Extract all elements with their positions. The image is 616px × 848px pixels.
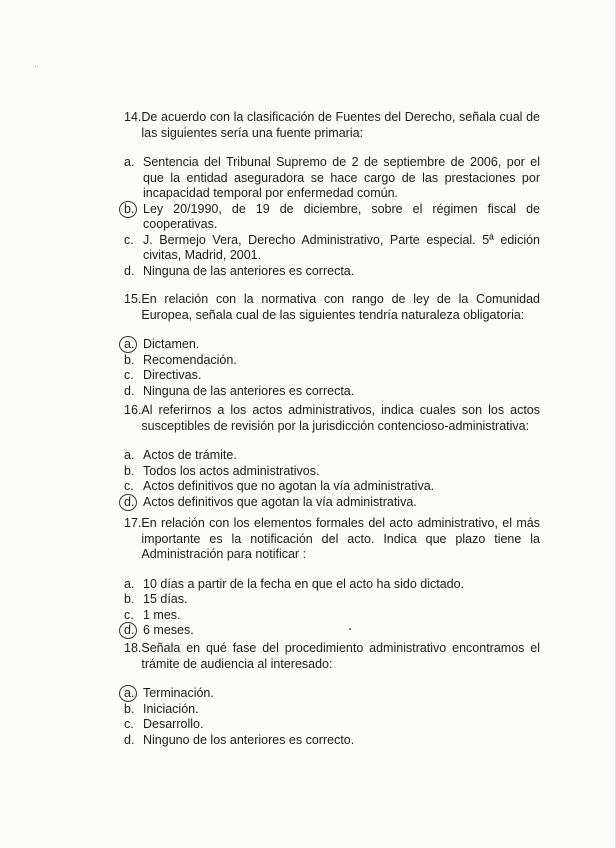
option-letter: c. — [124, 368, 134, 382]
scan-speck — [35, 66, 36, 67]
option-text: 6 meses. — [143, 623, 194, 637]
option-d — [124, 733, 540, 749]
option-d — [124, 495, 540, 511]
question-14 — [124, 110, 540, 279]
option-text: Ninguno de los anteriores es correcto. — [143, 732, 355, 747]
option-text: Desarrollo. — [143, 717, 204, 731]
answer-circle-mark — [119, 494, 137, 511]
option-letter — [124, 686, 143, 702]
option-text: Ninguna de las anteriores es correcta. — [143, 263, 355, 278]
options-list — [124, 577, 540, 639]
question-text: Señala en qué fase del procedimiento administrativo encontramos el trámite de audiencia al interesado: — [141, 641, 540, 671]
question-stem — [124, 403, 540, 434]
option-a — [124, 577, 540, 593]
option-letter: b. — [124, 701, 135, 716]
option-letter-text: b. — [124, 201, 135, 216]
option-b — [124, 464, 540, 480]
option-letter: d. — [124, 263, 135, 278]
option-c — [124, 717, 540, 733]
option-text: Actos definitivos que agotan la vía administrativa. — [143, 494, 417, 509]
option-text: Actos de trámite. — [143, 448, 237, 462]
question-number: 15. — [124, 292, 142, 306]
question-text: En relación con la normativa con rango de ley de la Comunidad Europea, señala cual de las siguientes tendría naturaleza obligatoria: — [141, 292, 540, 322]
option-letter — [124, 495, 143, 511]
question-number: 16. — [124, 403, 142, 417]
option-letter — [124, 202, 143, 233]
option-text: Ley 20/1990, de 19 de diciembre, sobre el régimen fiscal de cooperativas. — [143, 201, 540, 231]
option-c — [124, 233, 540, 264]
option-letter-text: d. — [124, 623, 135, 637]
question-text: De acuerdo con la clasificación de Fuentes del Derecho, señala cual de las siguientes sería una fuente primaria: — [141, 110, 540, 140]
option-a — [124, 337, 540, 353]
question-15 — [124, 292, 540, 399]
option-letter: c. — [124, 717, 134, 731]
answer-circle-mark — [119, 685, 137, 702]
question-18 — [124, 641, 540, 748]
option-d — [124, 384, 540, 400]
option-text: Recomendación. — [143, 352, 237, 367]
option-c — [124, 479, 540, 495]
question-stem — [124, 516, 540, 563]
option-b — [124, 353, 540, 369]
option-c — [124, 368, 540, 384]
answer-circle-mark — [119, 622, 137, 639]
option-text: Directivas. — [143, 368, 202, 382]
option-text: Ninguna de las anteriores es correcta. — [143, 383, 355, 398]
option-a — [124, 155, 540, 202]
question-number: 17. — [124, 516, 142, 530]
option-letter-text: d. — [124, 494, 135, 509]
option-letter: c. — [124, 607, 134, 622]
option-text: Todos los actos administrativos. — [143, 463, 320, 478]
option-b — [124, 202, 540, 233]
option-letter — [124, 623, 143, 639]
option-letter: a. — [124, 448, 135, 462]
option-text: 10 días a partir de la fecha en que el acto ha sido dictado. — [143, 576, 465, 591]
option-a — [124, 686, 540, 702]
option-b — [124, 592, 540, 608]
question-text: Al referirnos a los actos administrativos, indica cuales son los actos susceptibles de revisión por la jurisdicción contencioso-administrativa: — [141, 403, 540, 433]
option-letter — [124, 337, 143, 353]
answer-circle-mark — [119, 336, 137, 353]
question-text: En relación con los elementos formales del acto administrativo, el más importante es la notificación del acto. Indica que plazo tiene la Administración para notificar : — [141, 516, 540, 561]
option-letter: a. — [124, 155, 135, 169]
option-b — [124, 702, 540, 718]
option-letter: b. — [124, 352, 135, 367]
option-letter: d. — [124, 732, 135, 747]
question-number: 14. — [124, 110, 142, 124]
option-letter: d. — [124, 383, 135, 398]
option-text: Terminación. — [143, 686, 214, 700]
question-number: 18. — [124, 641, 142, 655]
option-text: Iniciación. — [143, 701, 199, 716]
option-letter: c. — [124, 232, 134, 247]
options-list — [124, 337, 540, 399]
scan-speck — [349, 628, 351, 630]
option-d — [124, 623, 540, 639]
question-stem — [124, 110, 540, 141]
option-letter: a. — [124, 576, 135, 591]
option-a — [124, 448, 540, 464]
question-stem — [124, 292, 540, 323]
option-text: Sentencia del Tribunal Supremo de 2 de septiembre de 2006, por el que la entidad aseguradora se hace cargo de las prestaciones por incapacidad temporal por enfermedad común. — [143, 155, 540, 200]
options-list — [124, 448, 540, 510]
option-text: 1 mes. — [143, 607, 181, 622]
option-letter: b. — [124, 463, 135, 478]
option-letter-text: a. — [124, 686, 135, 700]
question-16 — [124, 403, 540, 510]
option-letter-text: a. — [124, 337, 135, 351]
option-letter: b. — [124, 592, 135, 606]
question-17 — [124, 516, 540, 639]
option-text: Actos definitivos que no agotan la vía administrativa. — [143, 479, 435, 493]
option-d — [124, 264, 540, 280]
option-text: J. Bermejo Vera, Derecho Administrativo, Parte especial. 5ª edición civitas, Madrid, 2001. — [143, 232, 540, 262]
options-list — [124, 155, 540, 279]
options-list — [124, 686, 540, 748]
answer-circle-mark — [119, 201, 137, 218]
option-text: Dictamen. — [143, 337, 200, 351]
question-stem — [124, 641, 540, 672]
option-c — [124, 608, 540, 624]
option-text: 15 días. — [143, 592, 188, 606]
option-letter: c. — [124, 479, 134, 493]
